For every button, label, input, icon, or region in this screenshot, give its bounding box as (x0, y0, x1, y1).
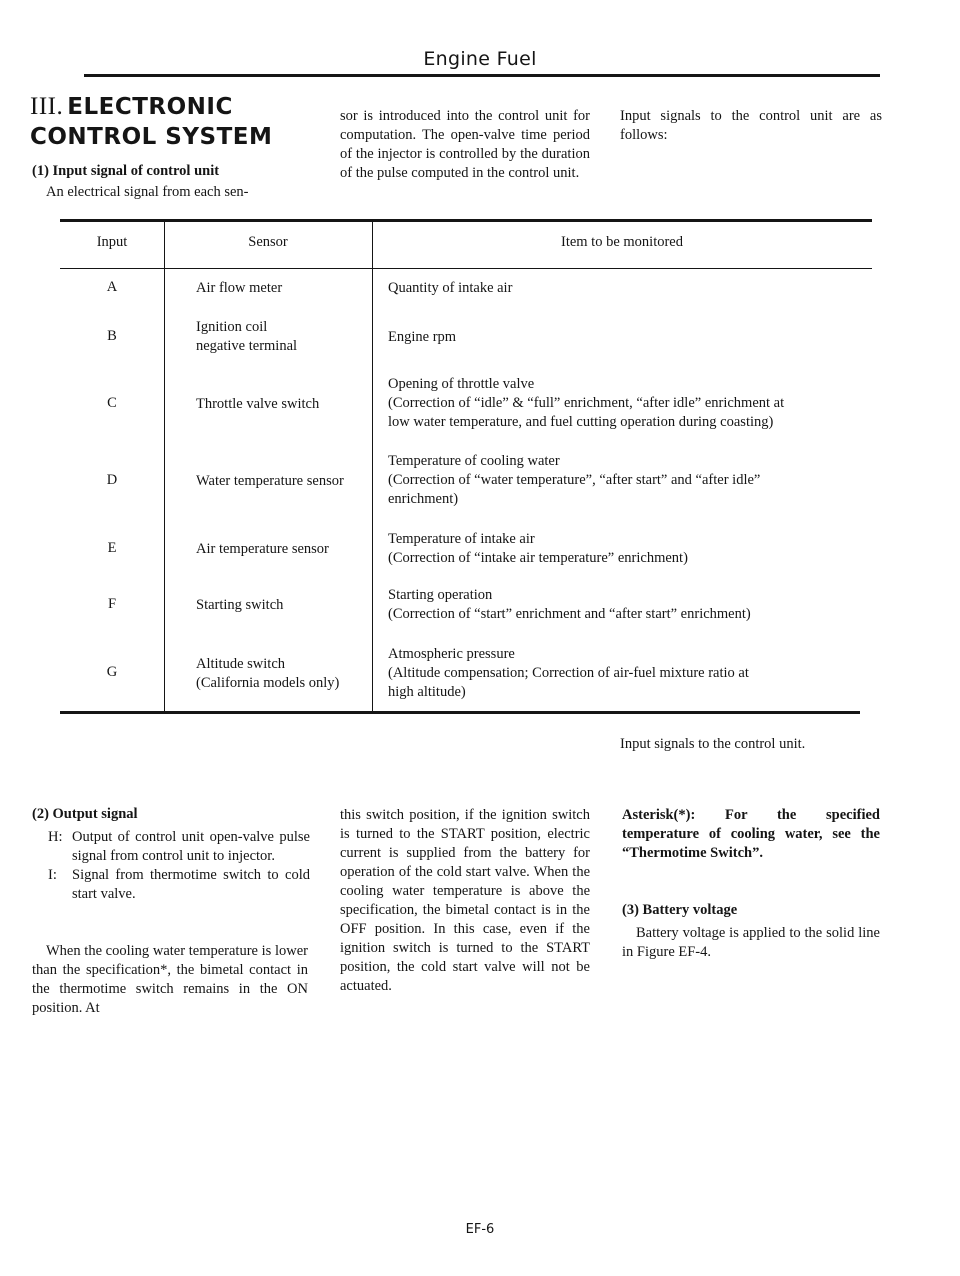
row-item (388, 586, 858, 624)
input-signal-heading: (1) Input signal of control unit (32, 163, 220, 179)
output-signal-list (28, 828, 310, 904)
row-input: G (106, 664, 118, 680)
battery-voltage-text: Battery voltage is applied to the solid line in Figure EF-4. (622, 925, 880, 960)
table-header-input: Input (96, 234, 128, 250)
row-item (388, 530, 858, 568)
output-item-key: I: (48, 867, 57, 883)
output-item-text: Signal from thermotime switch to cold start valve. (72, 867, 310, 902)
table-bottom-rule (60, 711, 860, 714)
row-item (388, 375, 858, 432)
row-sensor-line: Altitude switch (196, 656, 286, 672)
row-item-line: low water temperature, and fuel cutting operation during coasting) (388, 414, 774, 430)
battery-voltage-heading: (3) Battery voltage (622, 902, 738, 918)
row-sensor (196, 318, 376, 356)
table-header-rule (60, 268, 872, 269)
row-item-line: Atmospheric pressure (388, 646, 515, 662)
row-item-line: Starting operation (388, 587, 493, 603)
row-item-line: (Correction of “idle” & “full” enrichment, “after idle” enrichment at (388, 395, 785, 411)
row-input: C (107, 395, 117, 411)
row-input: B (107, 328, 117, 344)
row-sensor (196, 472, 376, 491)
row-item-line: Temperature of intake air (388, 531, 535, 547)
row-sensor-line: Ignition coil (196, 319, 268, 335)
row-sensor-line: Starting switch (196, 597, 284, 613)
row-item-line: Engine rpm (388, 329, 457, 345)
row-sensor (196, 540, 376, 559)
output-signal-heading: (2) Output signal (32, 806, 138, 822)
input-signal-col1-text: An electrical signal from each sen- (46, 184, 249, 200)
table-header-item: Item to be monitored (560, 234, 683, 250)
page-header-title: Engine Fuel (423, 48, 537, 70)
row-sensor-line: (California models only) (196, 675, 340, 691)
row-item (388, 328, 858, 347)
row-item-line: (Correction of “start” enrichment and “after start” enrichment) (388, 606, 751, 622)
output-signal-col2-text: this switch position, if the ignition switch is turned to the START position, electric current is supplied from the battery for operation of the cold start valve. When the cooling water temperature is above the specification, the bimetal contact is in the OFF position. In this case, even if the ignition switch is turned to the START position, the cold start valve will not be actuated. (340, 807, 590, 994)
row-item-line: Quantity of intake air (388, 280, 513, 296)
section-numeral: III. (30, 93, 64, 120)
row-input: D (106, 472, 118, 488)
page-number: EF-6 (465, 1222, 495, 1237)
row-item-line: Temperature of cooling water (388, 453, 560, 469)
table-top-rule (60, 219, 872, 222)
table-divider-1 (164, 222, 165, 711)
table-header-sensor: Sensor (248, 234, 288, 250)
output-item-text: Output of control unit open-valve pulse signal from control unit to injector. (72, 829, 310, 864)
row-sensor (196, 395, 376, 414)
row-sensor-line: negative terminal (196, 338, 298, 354)
input-signal-col2-text: sor is introduced into the control unit for computation. The open-valve time period of the injector is controlled by the duration of the pulse computed in the control unit. (340, 108, 590, 181)
row-sensor (196, 655, 376, 693)
row-sensor (196, 279, 376, 298)
row-input: F (107, 596, 117, 612)
row-sensor (196, 596, 376, 615)
row-sensor-line: Air flow meter (196, 280, 283, 296)
section-title-line1: ELECTRONIC (67, 94, 233, 120)
row-input: E (107, 540, 117, 556)
row-item-line: (Correction of “intake air temperature” enrichment) (388, 550, 688, 566)
row-sensor-line: Air temperature sensor (196, 541, 329, 557)
row-sensor-line: Throttle valve switch (196, 396, 320, 412)
row-item-line: (Correction of “water temperature”, “after start” and “after idle” (388, 472, 761, 488)
table-caption: Input signals to the control unit. (620, 736, 806, 752)
output-item-key: H: (48, 829, 63, 845)
row-item-line: high altitude) (388, 684, 466, 700)
section-title-line2: CONTROL SYSTEM (30, 124, 273, 150)
row-sensor-line: Water temperature sensor (196, 473, 344, 489)
output-signal-paragraph: When the cooling water temperature is lower than the specification*, the bimetal contact in the thermotime switch remains in the ON position. At (32, 943, 308, 1016)
header-rule (84, 74, 880, 77)
row-input: A (106, 279, 118, 295)
row-item-line: (Altitude compensation; Correction of air-fuel mixture ratio at (388, 665, 749, 681)
row-item-line: Opening of throttle valve (388, 376, 535, 392)
row-item (388, 279, 858, 298)
row-item (388, 645, 858, 702)
section-title (30, 92, 320, 152)
asterisk-note: Asterisk(*): For the specified temperature of cooling water, see the “Thermotime Switch”. (622, 807, 880, 861)
input-signal-col3-text: Input signals to the control unit are as follows: (620, 108, 882, 143)
row-item-line: enrichment) (388, 491, 459, 507)
row-item (388, 452, 858, 509)
